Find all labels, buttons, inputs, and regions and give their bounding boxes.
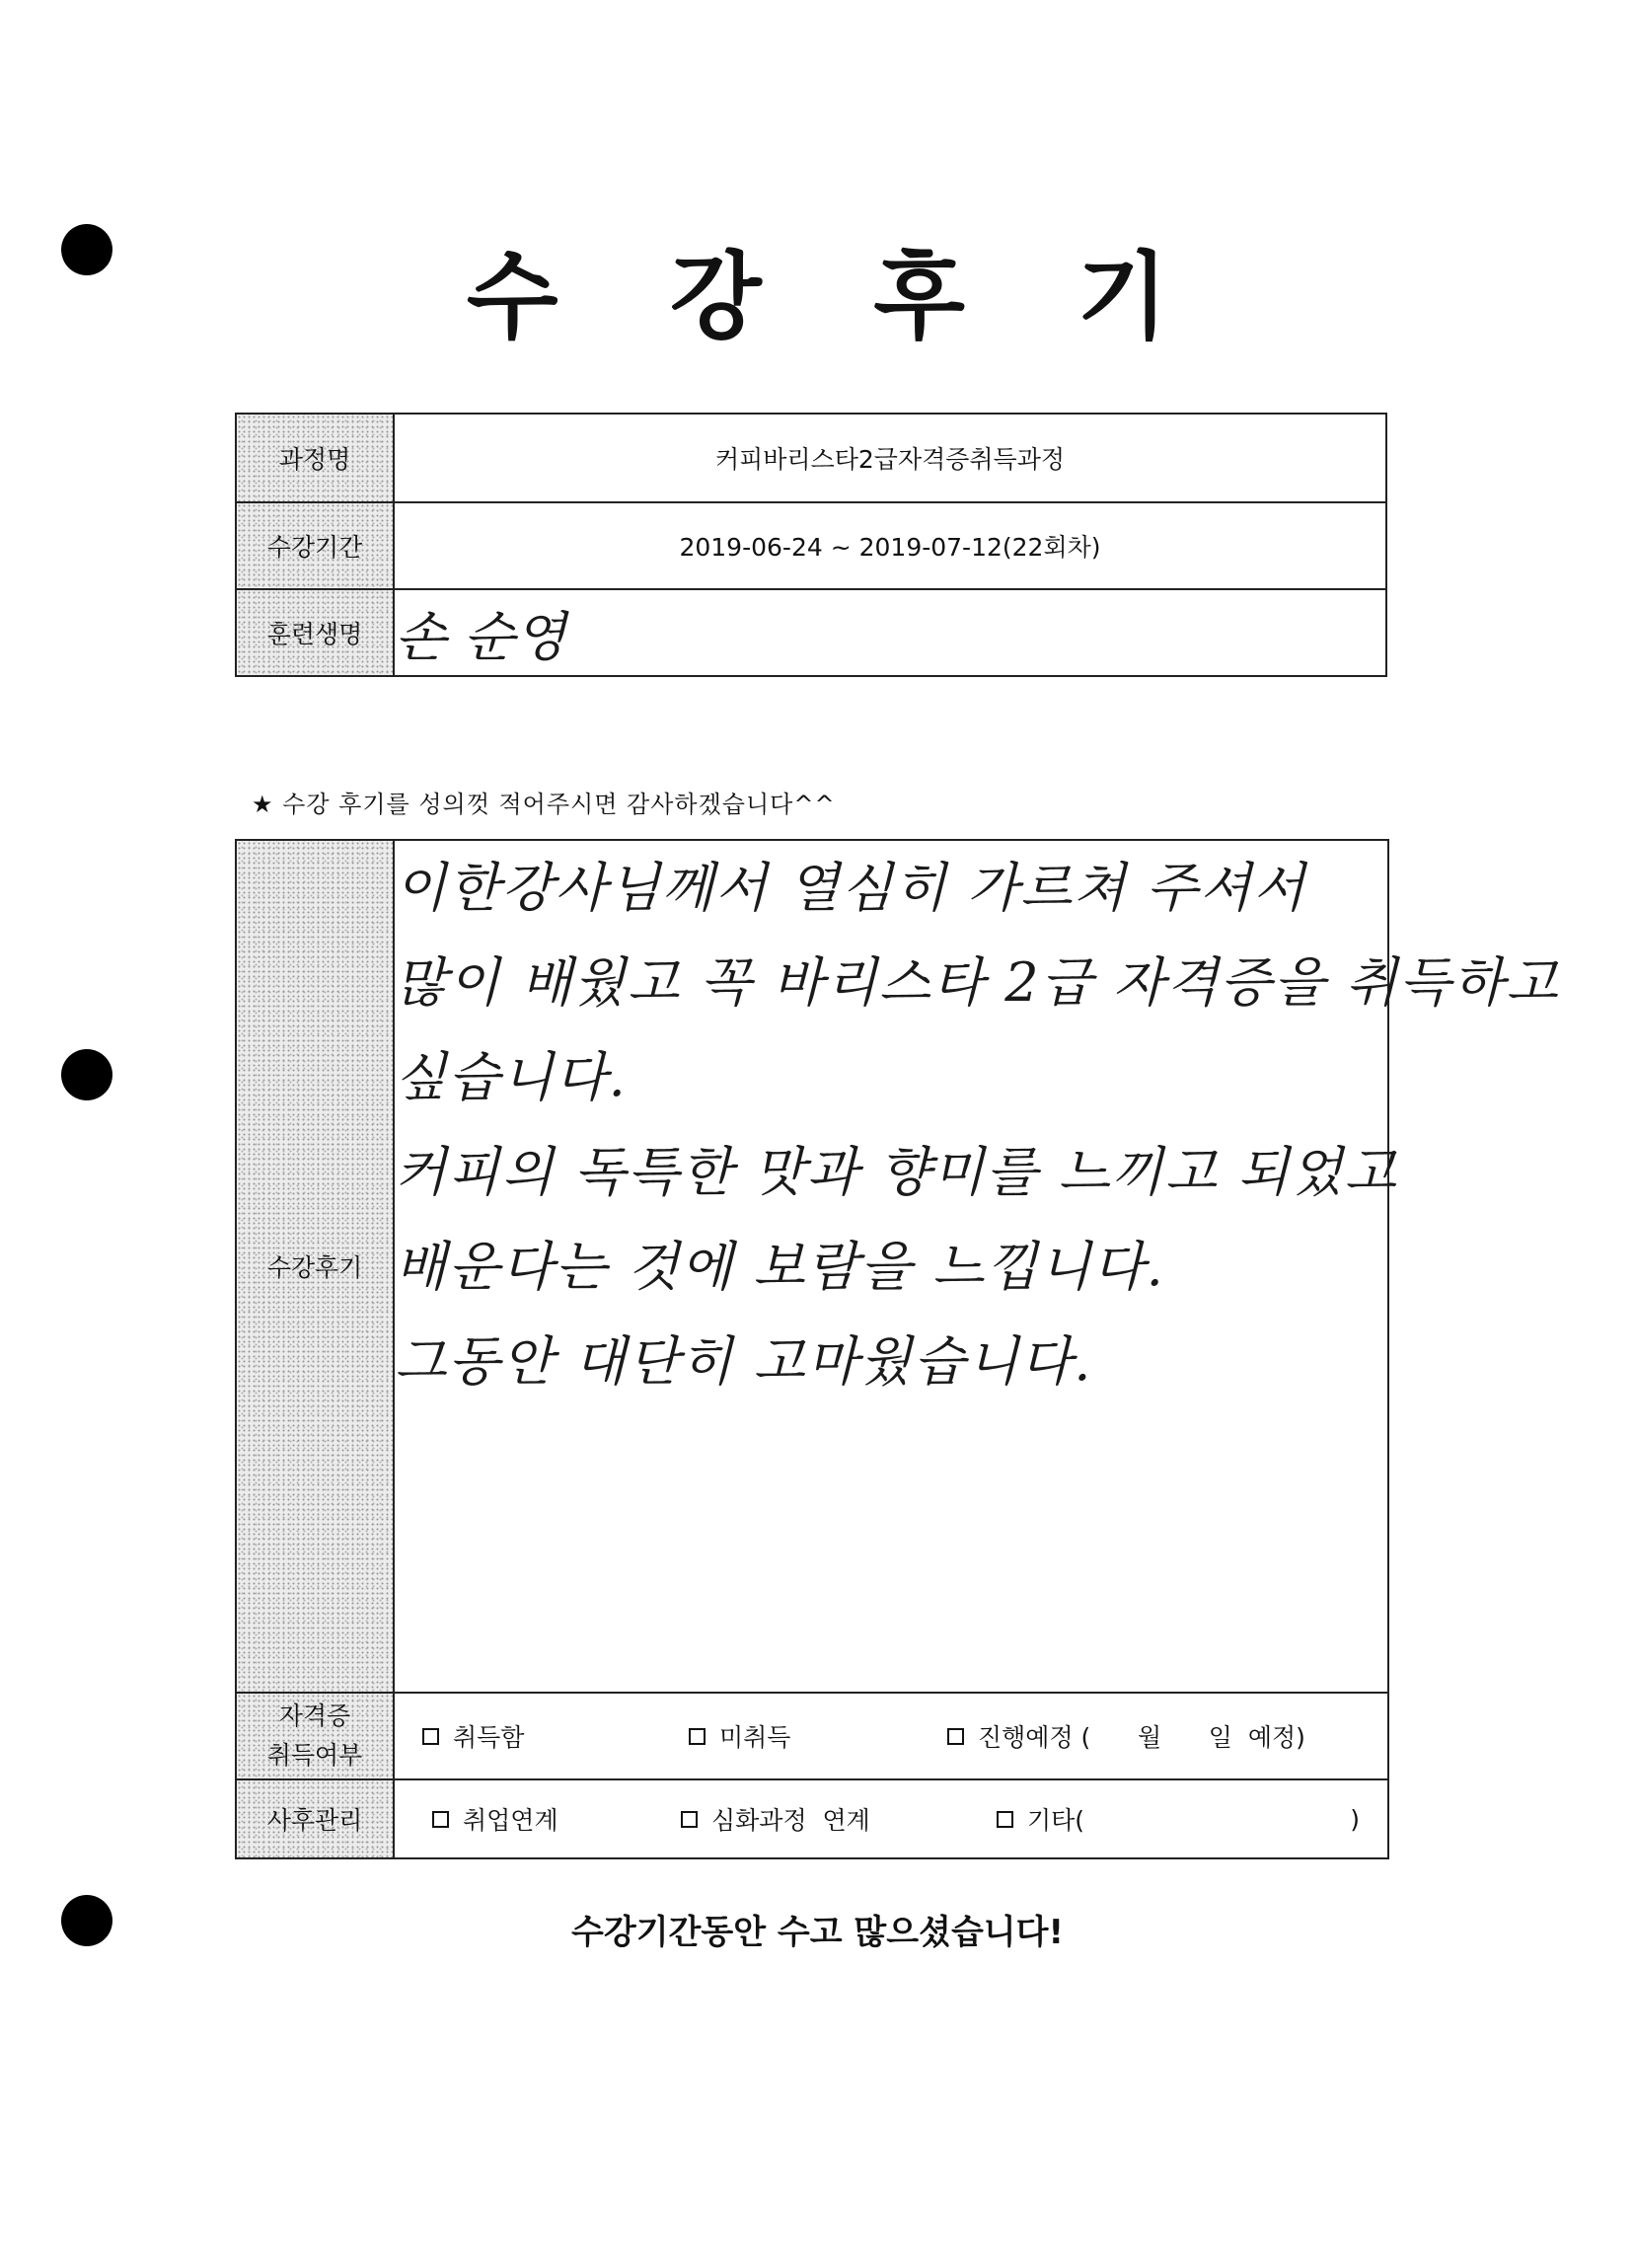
review-line: 싶습니다. [395,1046,628,1108]
aftercare-options [394,1779,1388,1858]
checkbox-in-progress[interactable] [947,1728,964,1745]
review-label: 수강후기 [236,840,394,1693]
period-value: 2019-06-24 ~ 2019-07-12(22회차) [394,502,1386,589]
review-handwritten-text [394,840,1560,1693]
checkbox-job-link[interactable] [432,1811,449,1828]
option-in-progress[interactable] [947,1718,1305,1754]
review-line: 배운다는 것에 보람을 느낍니다. [395,1236,1165,1298]
option-acquired[interactable] [422,1718,689,1754]
notice-text: ★ 수강 후기를 성의껏 적어주시면 감사하겠습니다^^ [252,791,836,818]
binder-hole-middle [61,1049,112,1100]
checkbox-other[interactable] [997,1811,1013,1828]
course-value: 커피바리스타2급자격증취득과정 [394,414,1386,502]
option-other-close: ) [1350,1804,1360,1834]
certification-label [236,1693,394,1779]
option-not-acquired[interactable] [689,1718,947,1754]
trainee-row [236,589,1386,676]
option-other-label: 기타( [1027,1806,1085,1835]
option-job-link[interactable] [432,1801,681,1837]
option-in-progress-label: 진행예정 ( 월 일 예정) [978,1723,1305,1752]
aftercare-row [236,1779,1388,1858]
period-label: 수강기간 [236,502,394,589]
period-row [236,502,1386,589]
checkbox-acquired[interactable] [422,1728,439,1745]
option-not-acquired-label: 미취득 [719,1723,791,1752]
aftercare-label: 사후관리 [236,1779,394,1858]
review-line: 그동안 대단히 고마웠습니다. [395,1330,1093,1393]
certification-label-line2: 취득여부 [266,1741,363,1770]
page-title: 수 강 후 기 [466,242,1209,352]
course-row [236,414,1386,502]
certification-label-line1: 자격증 [278,1701,351,1730]
certification-row [236,1693,1388,1779]
review-row [236,840,1388,1693]
review-line: 커피의 독특한 맛과 향미를 느끼고 되었고 [395,1141,1398,1203]
certification-options [394,1693,1388,1779]
checkbox-advanced-course[interactable] [681,1811,698,1828]
option-other[interactable] [997,1801,1387,1837]
footer-message: 수강기간동안 수고 많으셨습니다! [571,1913,1064,1952]
course-info-table [235,413,1387,677]
option-advanced-course[interactable] [681,1801,997,1837]
option-acquired-label: 취득함 [453,1723,525,1752]
review-table [235,839,1560,1859]
checkbox-not-acquired[interactable] [689,1728,706,1745]
review-line: 많이 배웠고 꼭 바리스타 2급 자격증을 취득하고 [395,951,1560,1014]
trainee-label: 훈련생명 [236,589,394,676]
course-label: 과정명 [236,414,394,502]
option-job-link-label: 취업연계 [463,1806,558,1835]
review-line: 이한강사님께서 열심히 가르쳐 주셔서 [395,857,1307,919]
option-advanced-course-label: 심화과정 연계 [711,1806,870,1835]
trainee-name-handwritten: 손 순영 [394,589,1386,676]
